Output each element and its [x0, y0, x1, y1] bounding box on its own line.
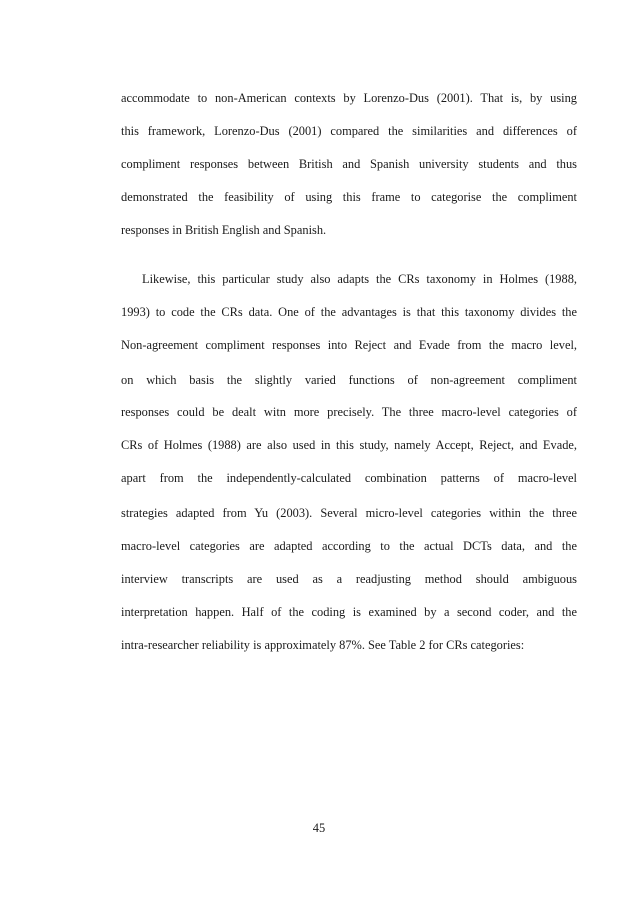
- text-line: 1993) to code the CRs data. One of the advantages is that this taxonomy divides the: [121, 305, 577, 319]
- text-line: Likewise, this particular study also adapts the CRs taxonomy in Holmes (1988,: [142, 272, 577, 286]
- text-line: apart from the independently-calculated combination patterns of macro-level: [121, 471, 577, 485]
- text-line: accommodate to non-American contexts by Lorenzo-Dus (2001). That is, by using: [121, 91, 577, 105]
- text-line: intra-researcher reliability is approximately 87%. See Table 2 for CRs categories:: [121, 638, 525, 652]
- text-line: responses in British English and Spanish.: [121, 223, 327, 237]
- text-line: Non-agreement compliment responses into Reject and Evade from the macro level,: [121, 338, 577, 352]
- text-line: on which basis the slightly varied functions of non-agreement compliment: [121, 373, 577, 387]
- text-line: interview transcripts are used as a readjusting method should ambiguous: [121, 572, 577, 586]
- text-line: this framework, Lorenzo-Dus (2001) compared the similarities and differences of: [121, 124, 577, 138]
- text-line: demonstrated the feasibility of using this frame to categorise the compliment: [121, 190, 577, 204]
- text-line: strategies adapted from Yu (2003). Several micro-level categories within the three: [121, 506, 577, 520]
- text-line: compliment responses between British and Spanish university students and thus: [121, 157, 577, 171]
- text-line: CRs of Holmes (1988) are also used in this study, namely Accept, Reject, and Evade,: [121, 438, 577, 452]
- text-line: responses could be dealt witn more precisely. The three macro-level categories of: [121, 405, 577, 419]
- page-number: 45: [312, 821, 326, 835]
- text-line: interpretation happen. Half of the coding is examined by a second coder, and the: [121, 605, 577, 619]
- text-line: macro-level categories are adapted according to the actual DCTs data, and the: [121, 539, 577, 553]
